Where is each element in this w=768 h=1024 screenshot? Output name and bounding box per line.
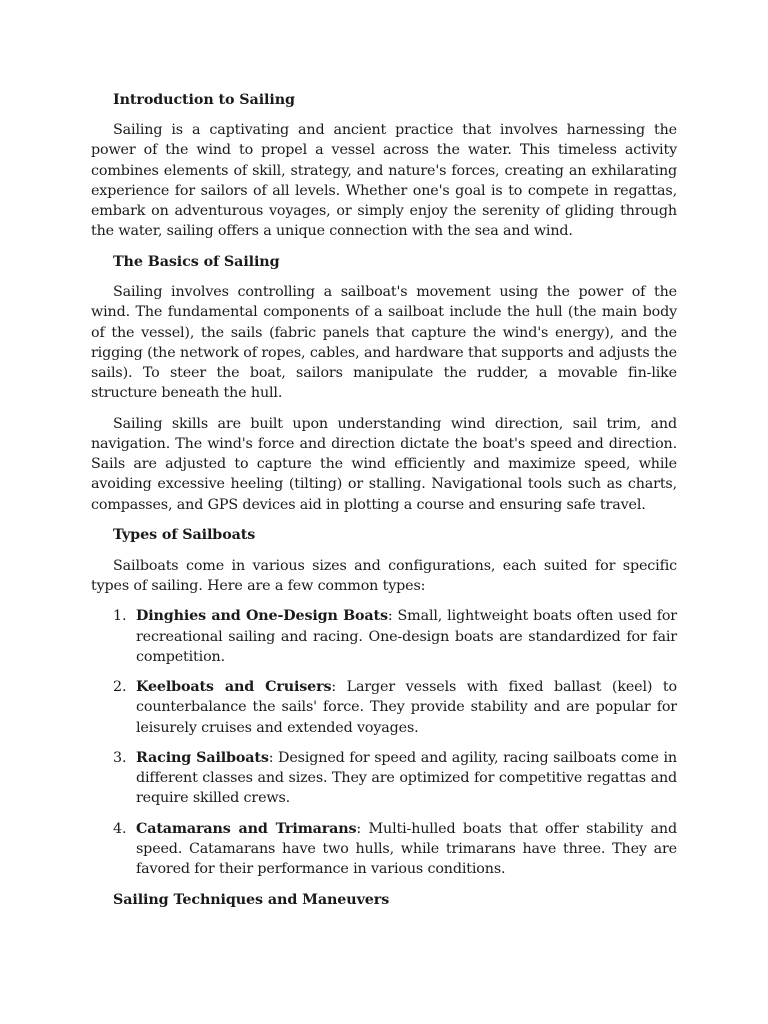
list-item <box>91 606 677 667</box>
list-description: : Multi-hulled boats that offer stability and speed. Catamarans have two hulls, while trimarans have three. They are favored for their performance in various conditions. <box>136 820 677 878</box>
list-number: 4. <box>113 820 127 837</box>
sailboat-types-list <box>91 606 677 879</box>
list-number: 1. <box>113 608 127 625</box>
list-term: Dinghies and One-Design Boats <box>136 608 388 625</box>
document-page <box>91 90 677 920</box>
list-item <box>91 819 677 880</box>
intro-heading: Introduction to Sailing <box>113 92 295 108</box>
basics-paragraph-2: Sailing skills are built upon understanding wind direction, sail trim, and navigation. The wind's force and direction dictate the boat's speed and direction. Sails are adjusted to capture the wind efficiently and maximize speed, while avoiding excessive heeling (tilting) or stalling. Navigational tools such as charts, compasses, and GPS devices aid in plotting a course and ensuring safe travel. <box>91 415 677 513</box>
intro-paragraph: Sailing is a captivating and ancient practice that involves harnessing the power of the wind to propel a vessel across the water. This timeless activity combines elements of skill, strategy, and nature's forces, creating an exhilarating experience for sailors of all levels. Whether one's goal is to compete in regattas, embark on adventurous voyages, or simply enjoy the serenity of gliding through the water, sailing offers a unique connection with the sea and wind. <box>91 122 677 240</box>
list-term: Racing Sailboats <box>136 750 269 767</box>
basics-heading: The Basics of Sailing <box>113 253 280 270</box>
list-description: : Designed for speed and agility, racing sailboats come in different classes and sizes. They are optimized for competitive regattas and require skilled crews. <box>136 750 677 807</box>
basics-paragraph-1: Sailing involves controlling a sailboat's movement using the power of the wind. The fundamental components of a sailboat include the hull (the main body of the vessel), the sails (fabric panels that capture the wind's energy), and the rigging (the network of ropes, cables, and hardware that supports and adjusts the sails). To steer the boat, sailors manipulate the rudder, a movable fin-like structure beneath the hull. <box>91 284 677 402</box>
list-description: : Larger vessels with fixed ballast (keel) to counterbalance the sails' force. They provide stability and are popular for leisurely cruises and extended voyages. <box>136 679 677 736</box>
techniques-heading: Sailing Techniques and Maneuvers <box>113 891 390 908</box>
list-number: 3. <box>113 750 127 767</box>
list-item <box>91 677 677 738</box>
list-term: Catamarans and Trimarans <box>136 820 357 837</box>
list-description: : Small, lightweight boats often used for recreational sailing and racing. One-design boats are standardized for fair competition. <box>136 608 677 665</box>
types-paragraph: Sailboats come in various sizes and configurations, each suited for specific types of sailing. Here are a few common types: <box>91 557 677 594</box>
list-item <box>91 748 677 809</box>
list-number: 2. <box>113 679 127 696</box>
list-term: Keelboats and Cruisers <box>136 679 332 696</box>
types-heading: Types of Sailboats <box>113 527 256 544</box>
